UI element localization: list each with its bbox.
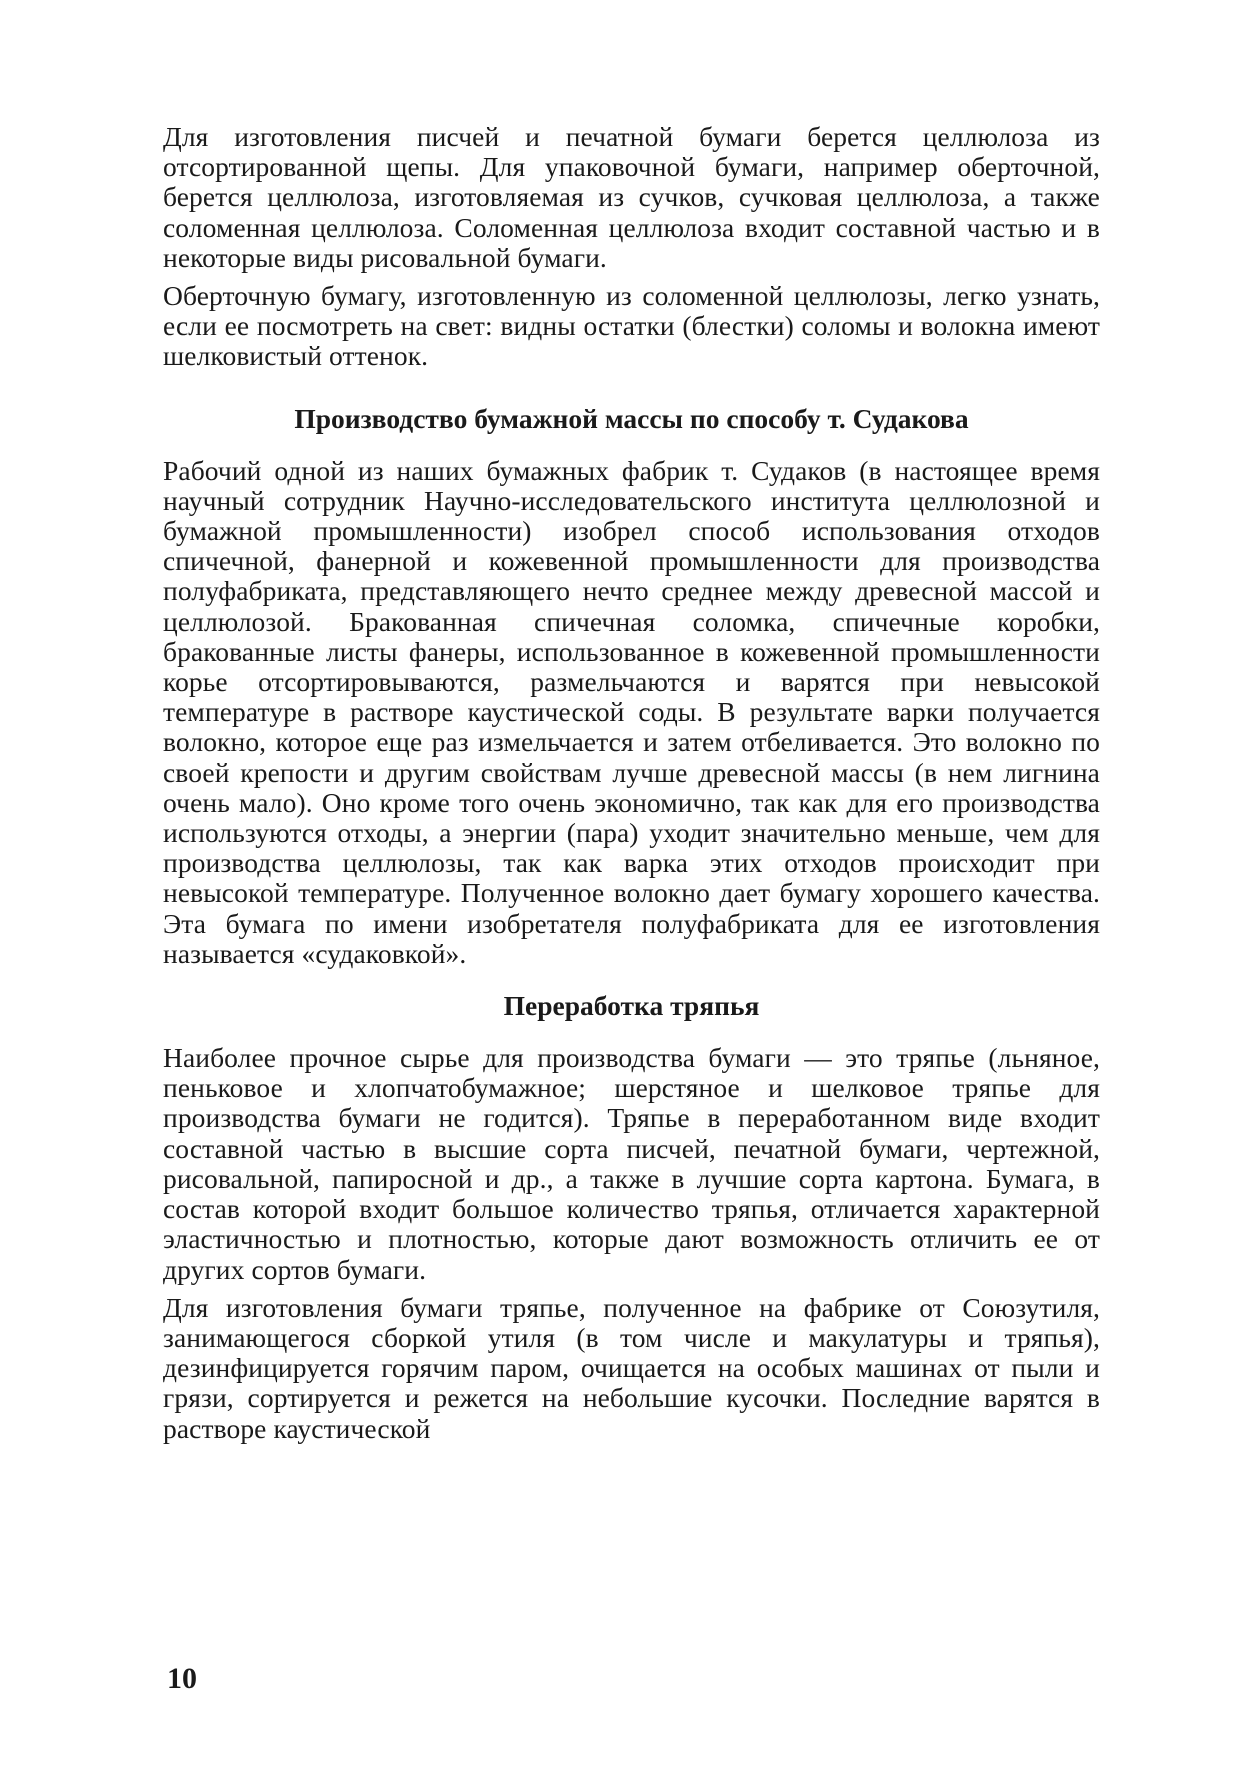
section-heading-rag-processing: Переработка тряпья [503,990,760,1022]
paragraph-sudakov-method: Рабочий одной из наших бумажных фабрик т. Судаков (в настоящее время научный сотрудник Научно-исследовательского института целлюлозной и бумажной промышленности) изобрел способ использования отходов спичечной, фанерной и кожевенной промышленности для производства полуфабриката, представляющего нечто среднее между древесной массой и целлюлозой. Бракованная спичечная соломка, спичечные коробки, бракованные листы фанеры, использованное в кожевенной промышленности корье отсортировываются, размельчаются и варятся при невысокой температуре в растворе каустической соды. В результате варки получается волокно, которое еще раз измельчается и затем отбеливается. Это волокно по своей крепости и другим свойствам лучше древесной массы (в нем лигнина очень мало). Оно кроме того очень экономично, так как для его производства используются отходы, а энергии (пара) уходит значительно меньше, чем для производства целлюлозы, так как варка этих отходов происходит при невысокой температуре. Полученное волокно дает бумагу хорошего качества. Эта бумага по имени изобретателя полуфабриката для ее изготовления называется «судаковкой». [163,454,1100,969]
page-number: 10 [167,1662,197,1695]
paragraph-rag-raw-material: Наиболее прочное сырье для производства бумаги — это тряпье (льняное, пеньковое и хлопчатобумажное; шерстяное и шелковое тряпье для производства бумаги не годится). Тряпье в переработанном виде входит составной частью в высшие сорта писчей, печатной бумаги, чертежной, рисовальной, папиросной и др., а также в лучшие сорта картона. Бумага, в состав которой входит большое количество тряпья, отличается характерной эластичностью и плотностью, которые дают возможность отличить ее от других сортов бумаги. [163,1042,1100,1285]
paragraph-cellulose-sources: Для изготовления писчей и печатной бумаги берется целлюлоза из отсортированной щепы. Для упаковочной бумаги, например оберточной, берется целлюлоза, изготовляемая из сучков, сучковая целлюлоза, а также соломенная целлюлоза. Соломенная целлюлоза входит составной частью и в некоторые виды рисовальной бумаги. [163,121,1100,273]
section-heading-sudakov-method: Производство бумажной массы по способу т. Судакова [294,402,969,434]
paragraph-rag-preparation: Для изготовления бумаги тряпье, полученное на фабрике от Союзутиля, занимающегося сборкой утиля (в том числе и макулатуры и тряпья), дезинфицируется горячим паром, очищается на особых машинах от пыли и грязи, сортируется и режется на небольшие кусочки. Последние варятся в растворе каустической [163,1291,1100,1444]
paragraph-wrapping-paper: Оберточную бумагу, изготовленную из соломенной целлюлозы, легко узнать, если ее посмотреть на свет: видны остатки (блестки) соломы и волокна имеют шелковистый оттенок. [163,280,1100,372]
page-body [163,122,1100,1722]
